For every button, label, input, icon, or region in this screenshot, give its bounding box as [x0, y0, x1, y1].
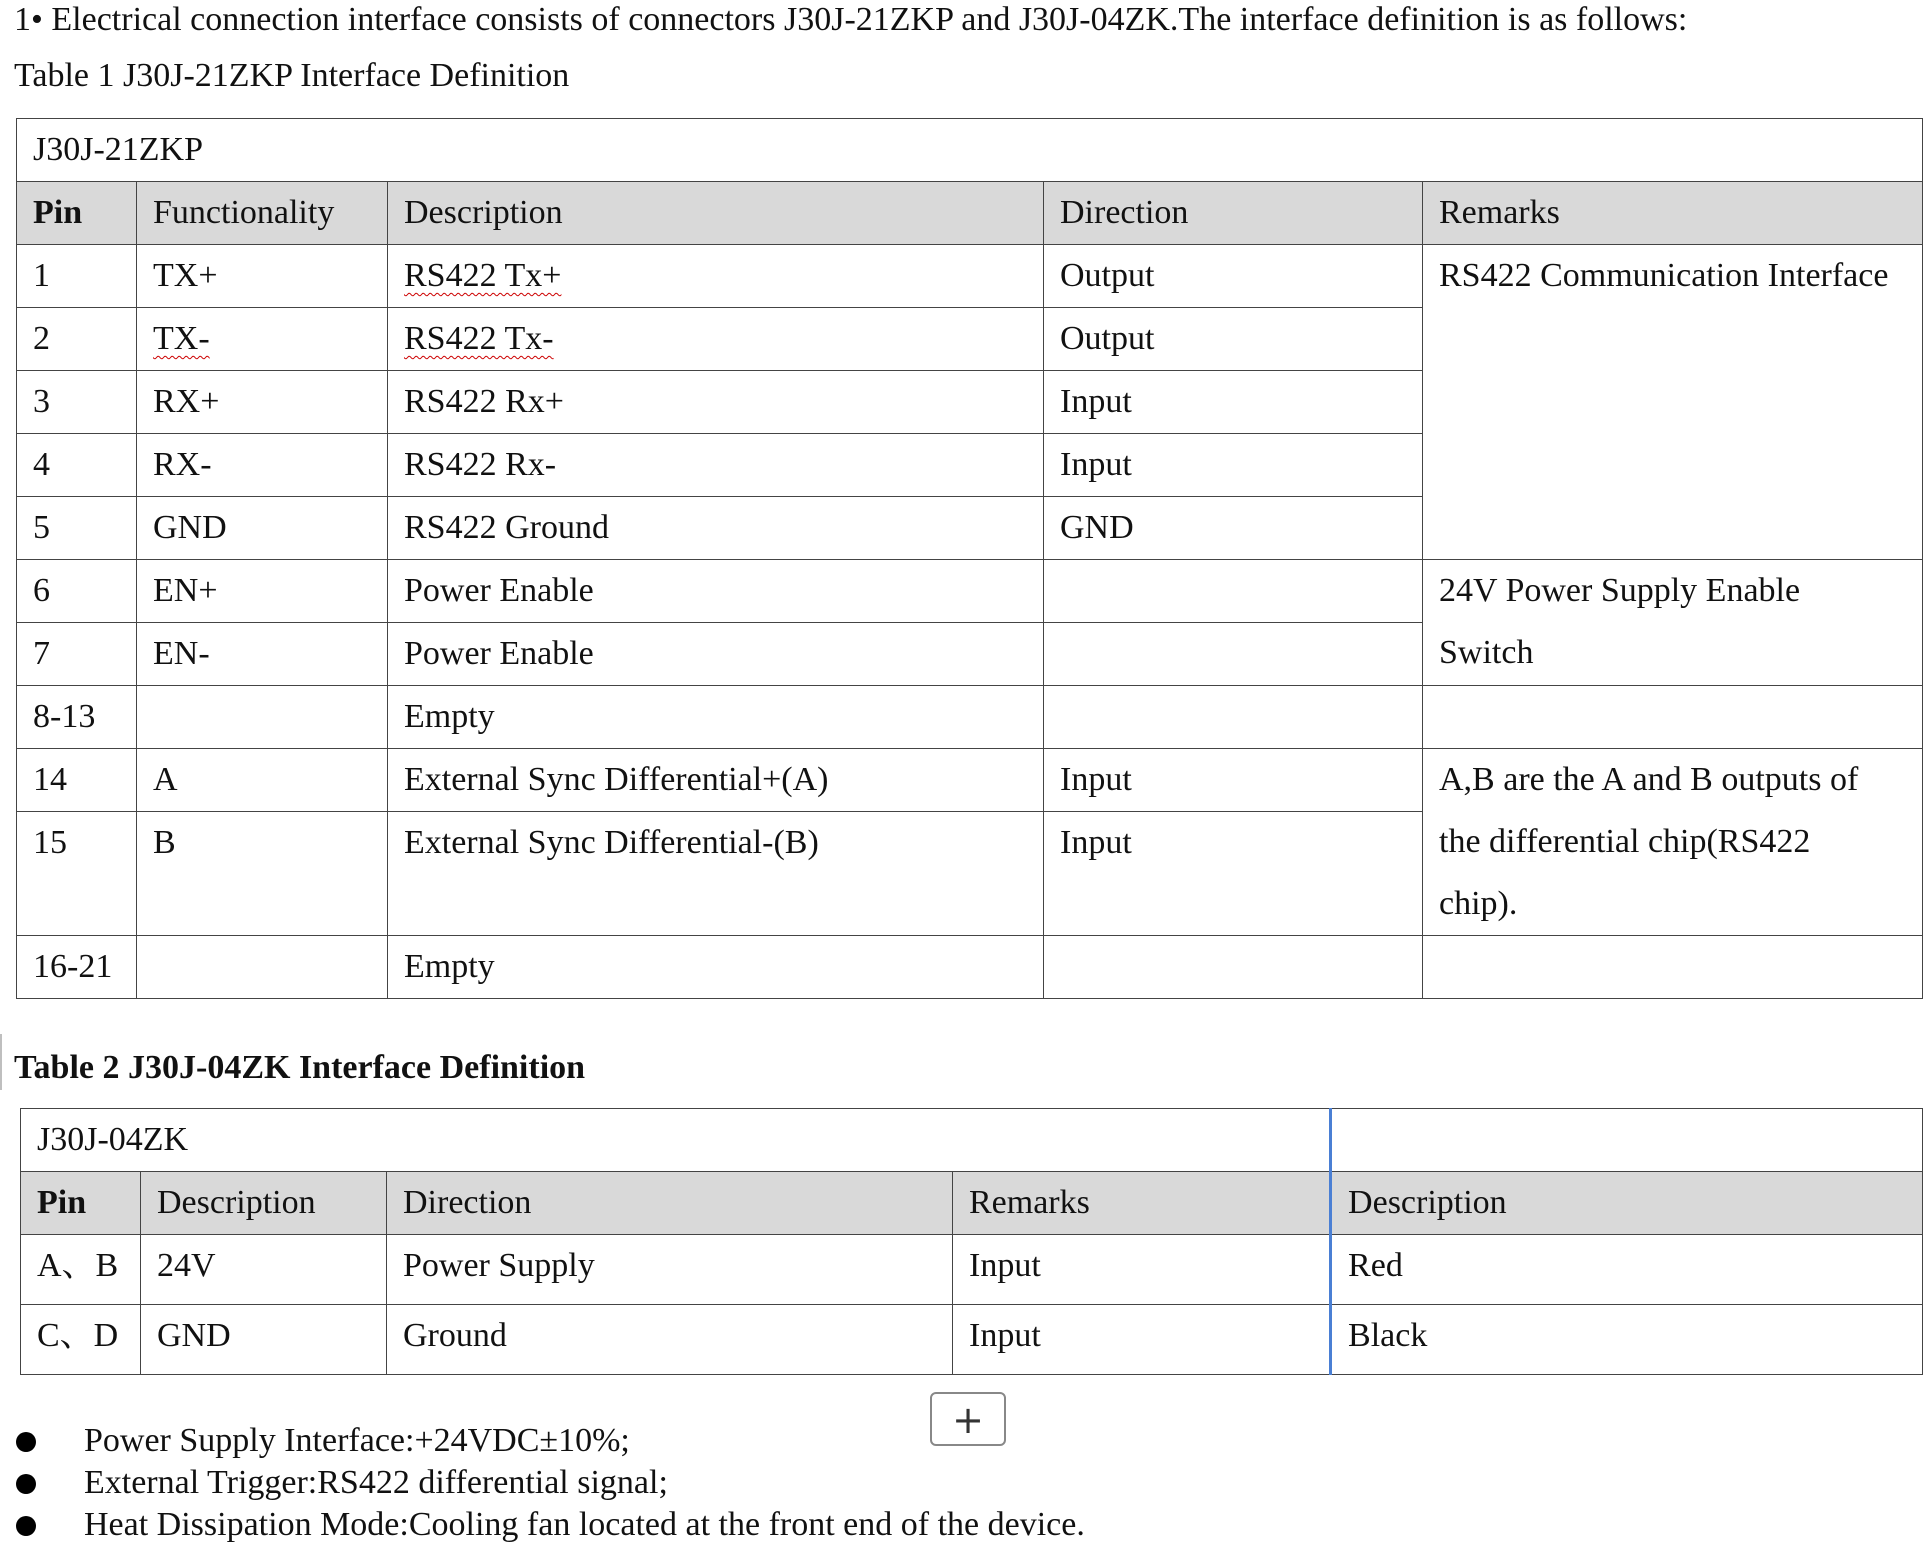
- direction-cell: Ground: [387, 1305, 953, 1375]
- remarks-cell: Input: [953, 1305, 1331, 1375]
- table1-header-direction: Direction: [1044, 182, 1423, 245]
- functionality-cell: [137, 308, 388, 371]
- table1-header-description: Description: [388, 182, 1044, 245]
- remarks-cell: [1423, 686, 1923, 749]
- description-text: RS422 Tx+: [404, 257, 562, 294]
- add-row-button[interactable]: +: [930, 1392, 1006, 1446]
- bullet-icon: [16, 1474, 36, 1494]
- description-cell: Empty: [388, 936, 1044, 999]
- list-item: [0, 1504, 1085, 1546]
- table1-header-remarks: Remarks: [1423, 182, 1923, 245]
- table2-title-extra-cell: [1331, 1109, 1923, 1172]
- functionality-cell: RX-: [137, 434, 388, 497]
- wire-color-cell: Red: [1331, 1235, 1923, 1305]
- table-row: [17, 749, 1923, 812]
- table1-title-row: [17, 119, 1923, 182]
- intro-paragraph: 1• Electrical connection interface consists of connectors J30J-21ZKP and J30J-04ZK.The interface definition is as follows:: [14, 1, 1688, 38]
- table1-header-pin: Pin: [17, 182, 137, 245]
- table2-header-row: [21, 1172, 1923, 1235]
- direction-cell: Power Supply: [387, 1235, 953, 1305]
- description-cell: RS422 Rx-: [388, 434, 1044, 497]
- table2-header-description: Description: [141, 1172, 387, 1235]
- pin-cell: 6: [17, 560, 137, 623]
- description-cell: RS422 Rx+: [388, 371, 1044, 434]
- remarks-ab-line1: A,B are the A and B outputs of: [1439, 761, 1859, 798]
- remarks-ab-line2: the differential chip(RS422: [1439, 823, 1811, 860]
- table2-header-description-2: Description: [1331, 1172, 1923, 1235]
- description-cell: 24V: [141, 1235, 387, 1305]
- remarks-cell: Input: [953, 1235, 1331, 1305]
- pin-cell: 16-21: [17, 936, 137, 999]
- table-row: [21, 1305, 1923, 1375]
- direction-cell: Input: [1044, 812, 1423, 936]
- direction-cell: [1044, 623, 1423, 686]
- remarks-power-cell: [1423, 560, 1923, 686]
- list-item: [0, 1420, 1085, 1462]
- pin-cell: 8-13: [17, 686, 137, 749]
- table2-header-pin: Pin: [21, 1172, 141, 1235]
- remarks-power-line1: 24V Power Supply Enable: [1439, 572, 1801, 609]
- table2-title-row: [21, 1109, 1923, 1172]
- pin-cell: 15: [17, 812, 137, 936]
- description-cell: External Sync Differential-(B): [388, 812, 1044, 936]
- pin-cell: 14: [17, 749, 137, 812]
- direction-cell: [1044, 686, 1423, 749]
- description-text: RS422 Tx-: [404, 320, 554, 357]
- bullet-text: External Trigger:RS422 differential signal;: [84, 1464, 668, 1501]
- table1-header-row: [17, 182, 1923, 245]
- description-cell: External Sync Differential+(A): [388, 749, 1044, 812]
- description-cell: RS422 Ground: [388, 497, 1044, 560]
- functionality-cell: EN-: [137, 623, 388, 686]
- table-row: [21, 1235, 1923, 1305]
- table1-caption: Table 1 J30J-21ZKP Interface Definition: [14, 57, 570, 94]
- pin-cell: 3: [17, 371, 137, 434]
- pin-cell: C、D: [21, 1305, 141, 1375]
- pin-cell: 2: [17, 308, 137, 371]
- functionality-cell: [137, 936, 388, 999]
- functionality-text: TX-: [153, 320, 210, 357]
- description-cell: [388, 308, 1044, 371]
- bullet-icon: [16, 1432, 36, 1452]
- table1-j30j-21zkp: [16, 118, 1923, 999]
- table2-caption: Table 2 J30J-04ZK Interface Definition: [14, 1049, 586, 1086]
- remarks-cell: [1423, 936, 1923, 999]
- bullet-text: Heat Dissipation Mode:Cooling fan located at the front end of the device.: [84, 1506, 1085, 1543]
- functionality-cell: B: [137, 812, 388, 936]
- remarks-power-line2: Switch: [1439, 634, 1534, 671]
- direction-cell: GND: [1044, 497, 1423, 560]
- spec-bullet-list: [0, 1420, 1085, 1546]
- description-cell: Power Enable: [388, 623, 1044, 686]
- pin-cell: 1: [17, 245, 137, 308]
- table-row: [17, 245, 1923, 308]
- pin-cell: 4: [17, 434, 137, 497]
- remarks-rs422-cell: RS422 Communication Interface: [1423, 245, 1923, 560]
- functionality-cell: EN+: [137, 560, 388, 623]
- functionality-cell: [137, 686, 388, 749]
- table-row: [17, 686, 1923, 749]
- functionality-cell: A: [137, 749, 388, 812]
- table-row: [17, 560, 1923, 623]
- functionality-cell: TX+: [137, 245, 388, 308]
- direction-cell: [1044, 560, 1423, 623]
- pin-cell: 5: [17, 497, 137, 560]
- direction-cell: [1044, 936, 1423, 999]
- text-cursor: [0, 1034, 2, 1090]
- functionality-cell: GND: [137, 497, 388, 560]
- wire-color-cell: Black: [1331, 1305, 1923, 1375]
- bullet-icon: [16, 1516, 36, 1536]
- direction-cell: Output: [1044, 245, 1423, 308]
- description-cell: [388, 245, 1044, 308]
- description-cell: Power Enable: [388, 560, 1044, 623]
- list-item: [0, 1462, 1085, 1504]
- remarks-ab-cell: [1423, 749, 1923, 936]
- direction-cell: Input: [1044, 749, 1423, 812]
- table-row: [17, 936, 1923, 999]
- table2-header-direction: Direction: [387, 1172, 953, 1235]
- table2-j30j-04zk: [20, 1108, 1923, 1375]
- pin-cell: 7: [17, 623, 137, 686]
- table2-header-remarks: Remarks: [953, 1172, 1331, 1235]
- bullet-text: Power Supply Interface:+24VDC±10%;: [84, 1422, 630, 1459]
- direction-cell: Input: [1044, 371, 1423, 434]
- remarks-ab-line3: chip).: [1439, 885, 1518, 922]
- pin-cell: A、B: [21, 1235, 141, 1305]
- table1-header-functionality: Functionality: [137, 182, 388, 245]
- table1-title: J30J-21ZKP: [17, 119, 1923, 182]
- direction-cell: Input: [1044, 434, 1423, 497]
- functionality-cell: RX+: [137, 371, 388, 434]
- direction-cell: Output: [1044, 308, 1423, 371]
- description-cell: Empty: [388, 686, 1044, 749]
- description-cell: GND: [141, 1305, 387, 1375]
- table2-title: J30J-04ZK: [21, 1109, 1331, 1172]
